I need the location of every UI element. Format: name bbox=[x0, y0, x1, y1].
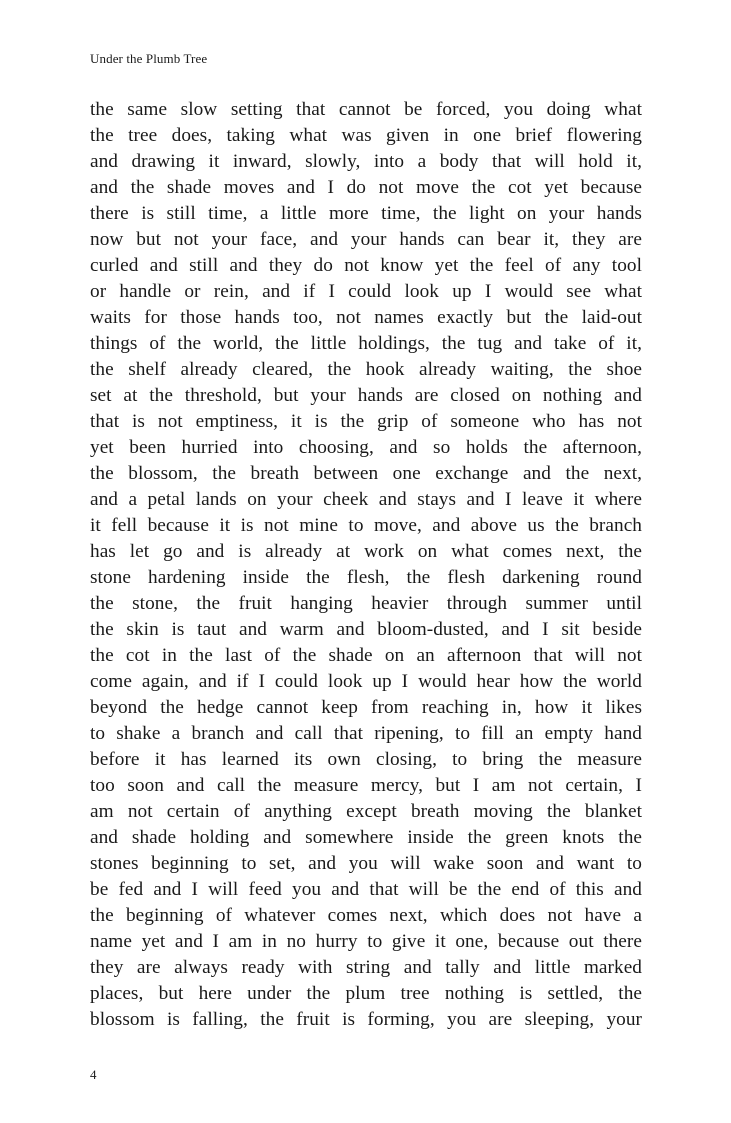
text-line: waits for those hands too, not names exactly but the laid-out bbox=[90, 307, 642, 328]
text-line: the cot in the last of the shade on an afternoon that will not bbox=[90, 645, 642, 666]
text-line: too soon and call the measure mercy, but I am not certain, I bbox=[90, 775, 642, 796]
text-line: stone hardening inside the flesh, the flesh darkening round bbox=[90, 567, 642, 588]
page-number: 4 bbox=[90, 1067, 97, 1082]
text-line: stones beginning to set, and you will wake soon and want to bbox=[90, 853, 642, 874]
text-line: and the shade moves and I do not move the cot yet because bbox=[90, 177, 642, 198]
body-text bbox=[90, 97, 642, 1033]
text-line: they are always ready with string and tally and little marked bbox=[90, 957, 642, 978]
text-line: that is not emptiness, it is the grip of someone who has not bbox=[90, 411, 642, 432]
text-line: to shake a branch and call that ripening, to fill an empty hand bbox=[90, 723, 642, 744]
text-line: the shelf already cleared, the hook already waiting, the shoe bbox=[90, 359, 642, 380]
text-line: it fell because it is not mine to move, and above us the branch bbox=[90, 515, 642, 536]
text-line: or handle or rein, and if I could look up I would see what bbox=[90, 281, 642, 302]
text-line: and drawing it inward, slowly, into a body that will hold it, bbox=[90, 151, 642, 172]
text-line: there is still time, a little more time, the light on your hands bbox=[90, 203, 642, 224]
text-line: the same slow setting that cannot be forced, you doing what bbox=[90, 99, 642, 120]
text-line: blossom is falling, the fruit is forming, you are sleeping, your bbox=[90, 1009, 642, 1030]
text-line: the stone, the fruit hanging heavier through summer until bbox=[90, 593, 642, 614]
text-line: curled and still and they do not know yet the feel of any tool bbox=[90, 255, 642, 276]
text-line: the blossom, the breath between one exchange and the next, bbox=[90, 463, 642, 484]
text-line: now but not your face, and your hands can bear it, they are bbox=[90, 229, 642, 250]
text-line: places, but here under the plum tree nothing is settled, the bbox=[90, 983, 642, 1004]
text-line: yet been hurried into choosing, and so holds the afternoon, bbox=[90, 437, 642, 458]
text-line: be fed and I will feed you and that will be the end of this and bbox=[90, 879, 642, 900]
text-line: come again, and if I could look up I would hear how the world bbox=[90, 671, 642, 692]
text-line: the skin is taut and warm and bloom-dusted, and I sit beside bbox=[90, 619, 642, 640]
text-line: the tree does, taking what was given in one brief flowering bbox=[90, 125, 642, 146]
running-head: Under the Plumb Tree bbox=[90, 51, 208, 66]
text-line: name yet and I am in no hurry to give it one, because out there bbox=[90, 931, 642, 952]
text-line: and a petal lands on your cheek and stays and I leave it where bbox=[90, 489, 642, 510]
text-line: before it has learned its own closing, to bring the measure bbox=[90, 749, 642, 770]
text-line: beyond the hedge cannot keep from reaching in, how it likes bbox=[90, 697, 642, 718]
text-line: set at the threshold, but your hands are closed on nothing and bbox=[90, 385, 642, 406]
text-line: the beginning of whatever comes next, which does not have a bbox=[90, 905, 642, 926]
text-line: things of the world, the little holdings, the tug and take of it, bbox=[90, 333, 642, 354]
text-line: and shade holding and somewhere inside the green knots the bbox=[90, 827, 642, 848]
text-line: am not certain of anything except breath moving the blanket bbox=[90, 801, 642, 822]
text-line: has let go and is already at work on what comes next, the bbox=[90, 541, 642, 562]
